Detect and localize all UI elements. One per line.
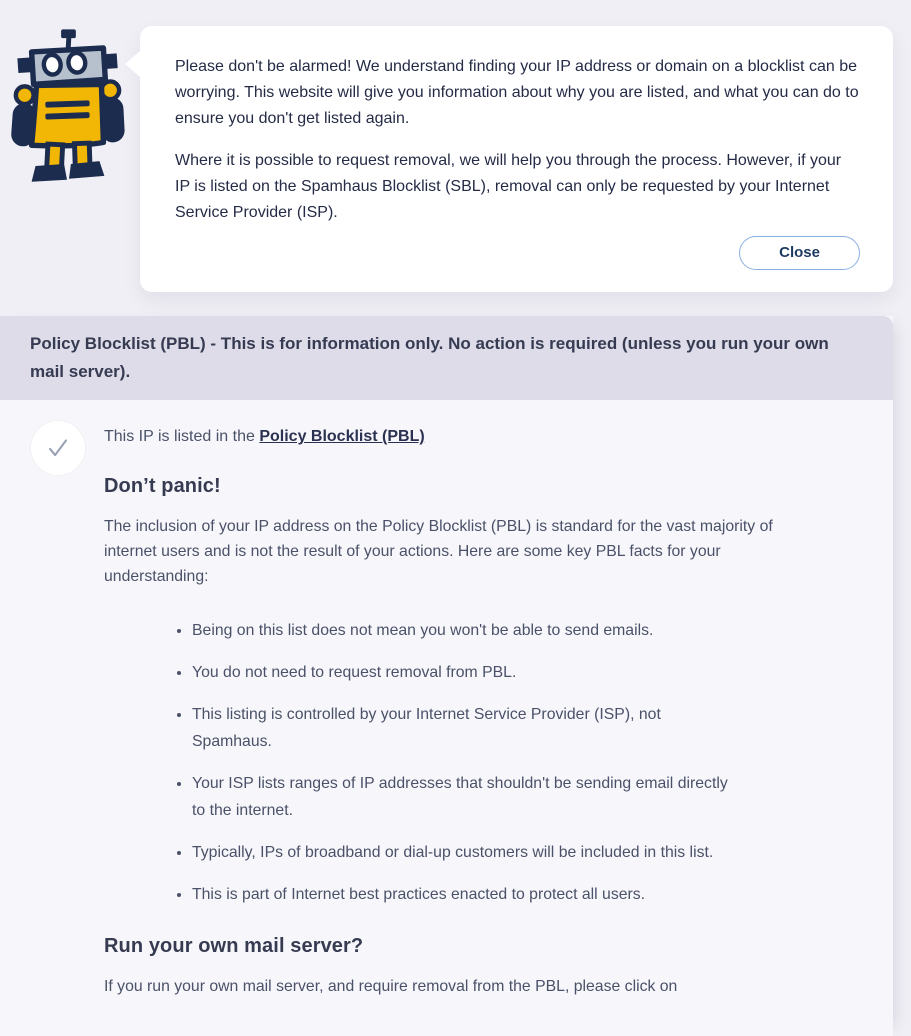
listed-status-text: This IP is listed in the — [104, 428, 260, 445]
dont-panic-heading: Don’t panic! — [104, 475, 221, 497]
listed-status-line — [104, 426, 863, 448]
list-item: • Your ISP lists ranges of IP addresses that shouldn't be sending email directly to the internet. — [192, 770, 737, 824]
list-item: • You do not need to request removal from PBL. — [192, 659, 737, 686]
intro-speech-bubble — [140, 26, 893, 292]
mail-server-heading: Run your own mail server? — [104, 935, 364, 957]
dont-panic-intro: The inclusion of your IP address on the Policy Blocklist (PBL) is standard for the vast majority of internet users and is not the result of your actions. Here are some key PBL facts for your understanding: — [104, 518, 773, 585]
intro-paragraph-2: Where it is possible to request removal, we will help you through the process. However, if your IP is listed on the Spamhaus Blocklist (SBL), removal can only be requested by your Internet Service Provider (ISP). — [175, 152, 842, 221]
list-item: • This listing is controlled by your Internet Service Provider (ISP), not Spamhaus. — [192, 701, 737, 755]
pbl-result-content — [0, 400, 893, 999]
pbl-result-header — [0, 316, 893, 400]
check-circle-icon — [30, 420, 86, 476]
list-item: • This is part of Internet best practices enacted to protect all users. — [192, 881, 737, 908]
mail-server-paragraph: If you run your own mail server, and require removal from the PBL, please click on — [104, 978, 678, 995]
robot-mascot-icon — [8, 28, 126, 186]
pbl-result-card — [0, 316, 893, 1036]
close-button-row — [175, 236, 860, 270]
intro-paragraph-1: Please don't be alarmed! We understand finding your IP address or domain on a blocklist can be worrying. This website will give you information about why you are listed, and what you can do to ensure you don't get listed again. — [175, 58, 859, 127]
list-item: • Typically, IPs of broadband or dial-up customers will be included in this list. — [192, 839, 737, 866]
close-button[interactable]: Close — [739, 236, 860, 270]
list-item: • Being on this list does not mean you won't be able to send emails. — [192, 617, 737, 644]
pbl-facts-list — [160, 617, 863, 908]
intro-banner — [0, 0, 911, 292]
pbl-result-title: Policy Blocklist (PBL) - This is for information only. No action is required (unless you run your own mail server). — [30, 334, 829, 381]
policy-blocklist-link[interactable]: Policy Blocklist (PBL) — [259, 428, 425, 445]
